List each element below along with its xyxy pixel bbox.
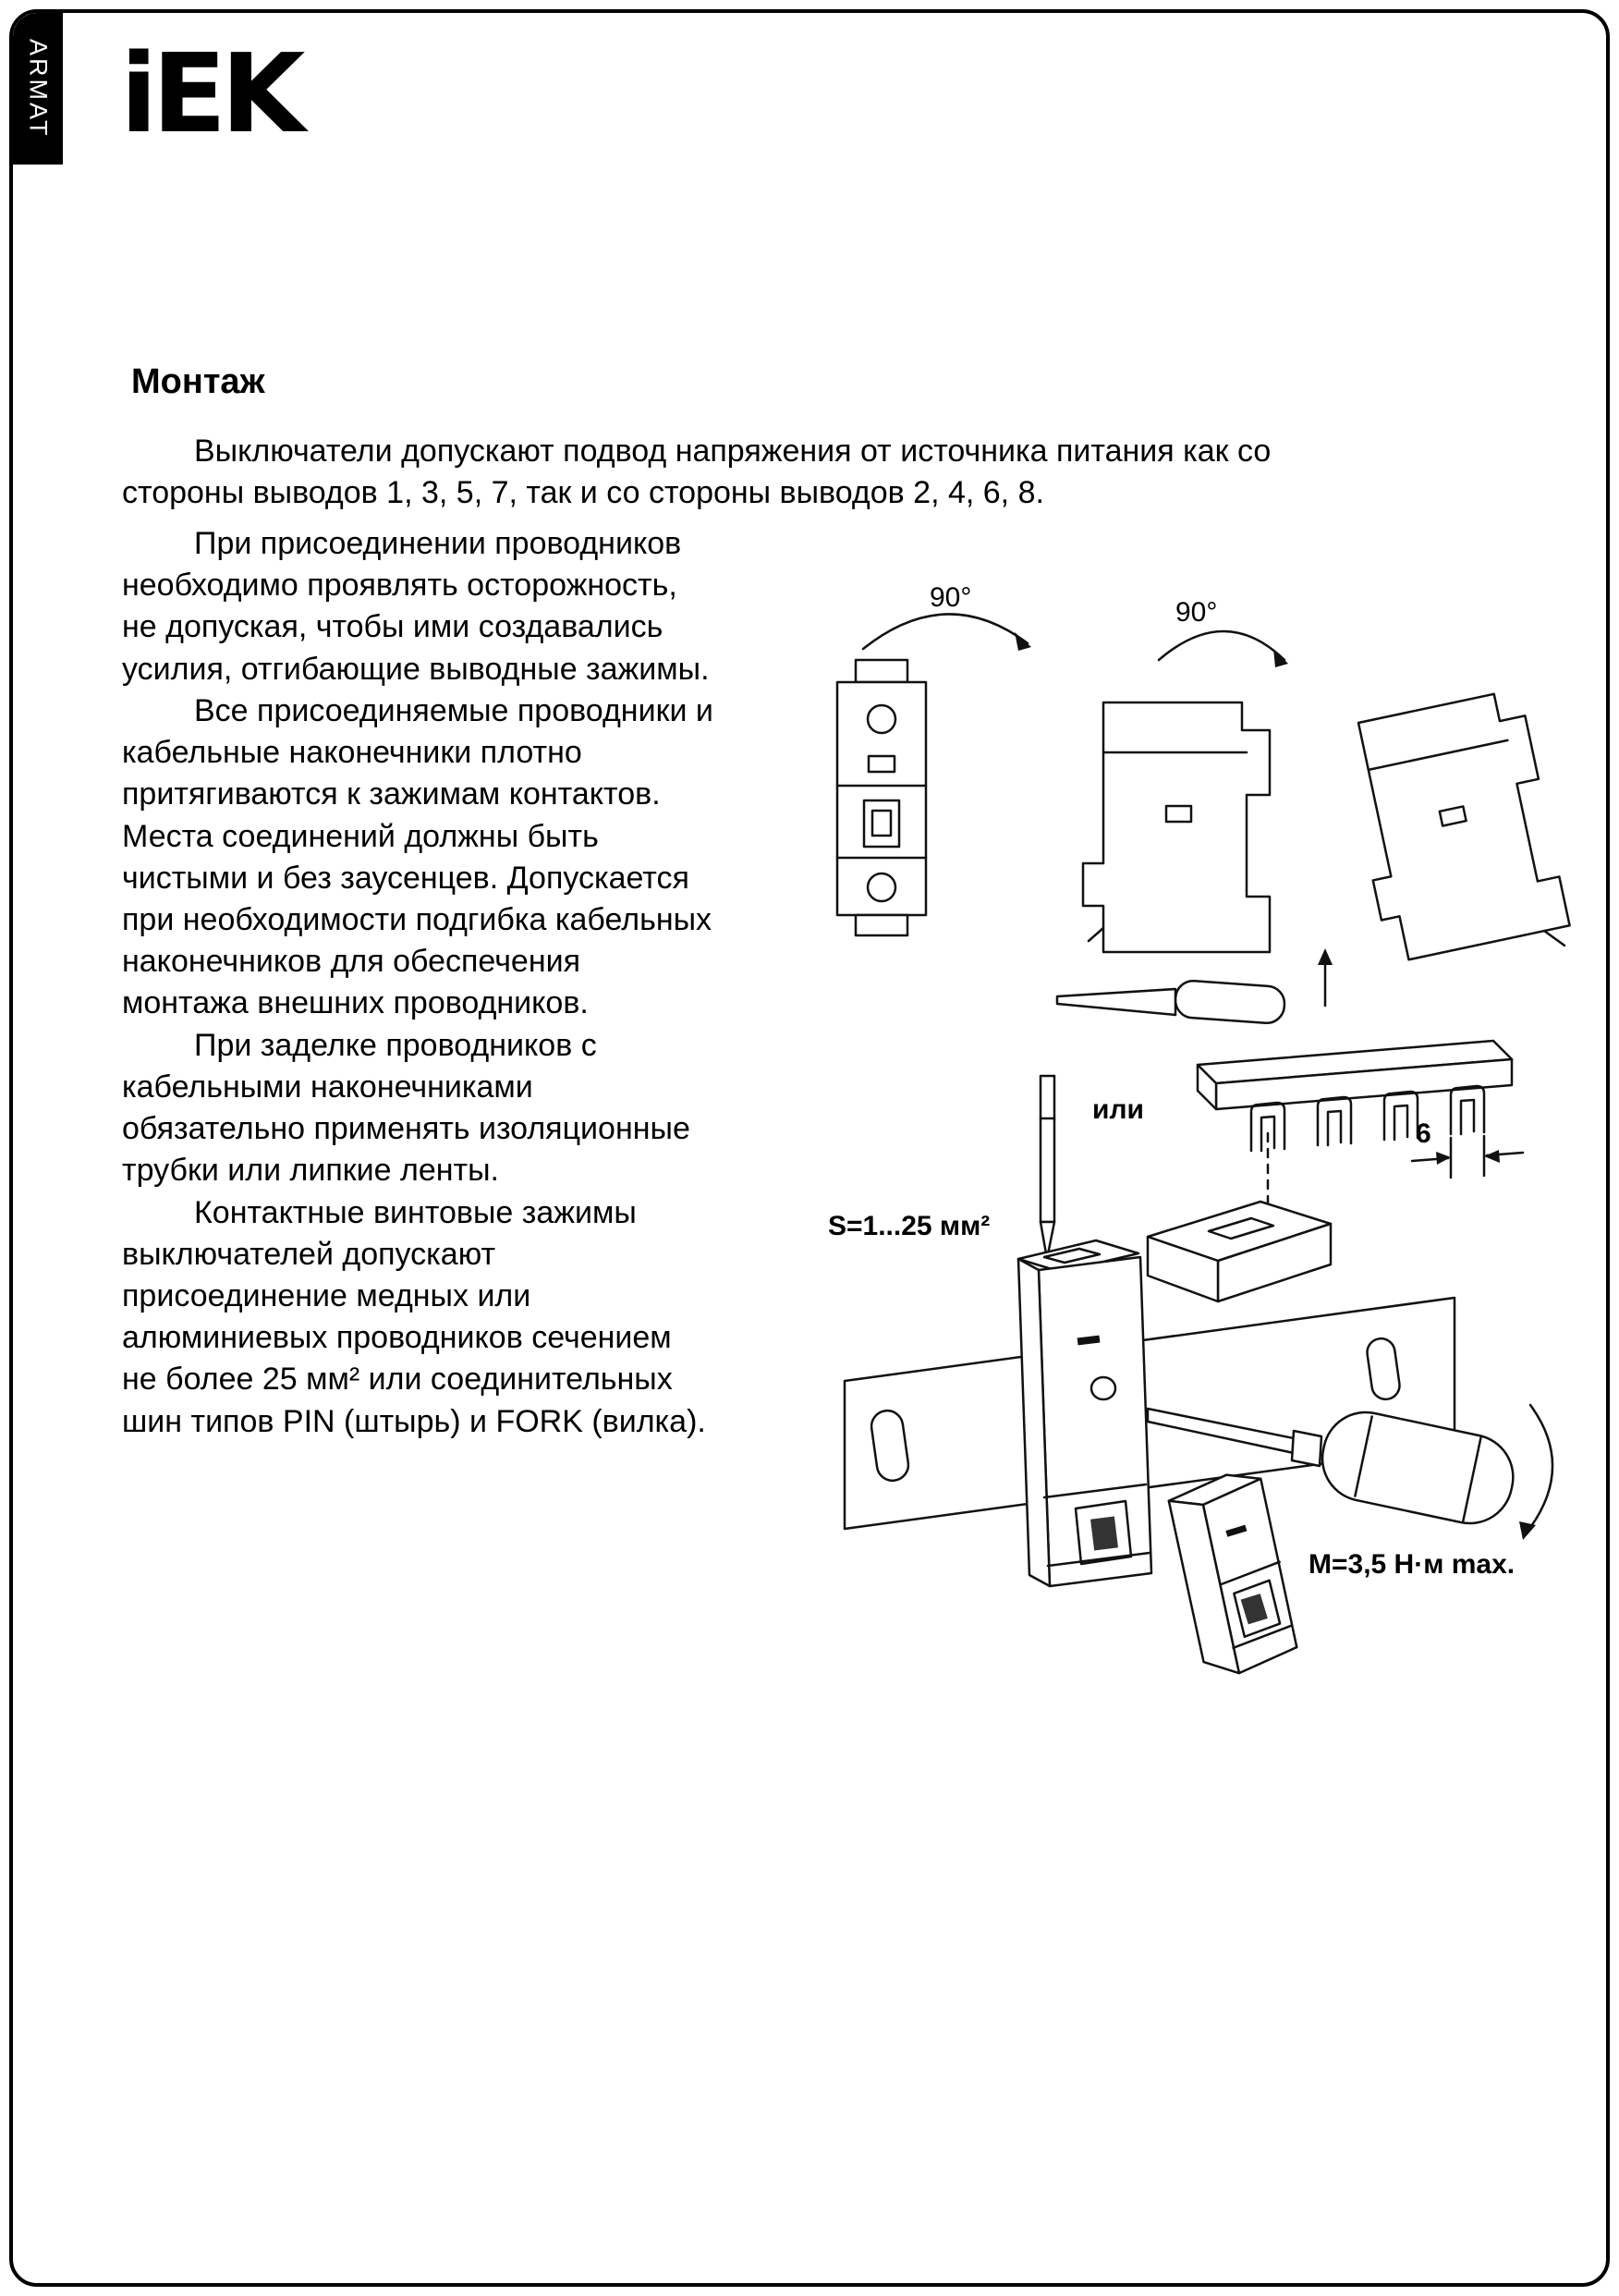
brand-sidebar-label: ARMAT xyxy=(24,39,53,139)
section-title: Монтаж xyxy=(131,362,265,401)
breaker-mounted-drawing xyxy=(1018,1240,1151,1586)
rotation-arc-left xyxy=(863,614,1031,651)
cross-section-label: S=1...25 мм² xyxy=(828,1211,991,1241)
dimension-6-label: 6 xyxy=(1416,1118,1431,1149)
angle-label-left: 90° xyxy=(930,582,972,613)
screwdriver-small-drawing xyxy=(1057,980,1285,1024)
fork-busbar-drawing xyxy=(1198,1041,1512,1151)
rotation-arc-right xyxy=(1159,631,1288,667)
breaker-module-detached-drawing xyxy=(1166,1468,1299,1679)
snap-direction-arrow xyxy=(1318,948,1333,1006)
installation-figure xyxy=(771,531,1610,1732)
document-page xyxy=(9,9,1610,2287)
body-paragraph: Все присоединяемые проводники и кабельные наконечники плотно притягиваются к зажимам контактов. Места соединений должны быть чистыми и без заусенцев. Допускается при необходимости подгибка кабельных наконечников для обеспечения монтажа внешних проводников. xyxy=(122,692,713,1021)
brand-sidebar xyxy=(13,13,63,165)
body-paragraph: При заделке проводников с кабельными наконечниками обязательно применять изоляционные трубки или липкие ленты. xyxy=(122,1027,690,1189)
breaker-front-view-drawing xyxy=(837,660,926,935)
pin-conductor-drawing xyxy=(1041,1076,1054,1259)
breaker-tilted-view-drawing xyxy=(1340,689,1573,982)
terminal-lug-drawing xyxy=(1148,1202,1331,1301)
iek-logo: iEK xyxy=(120,30,300,157)
breaker-side-view-drawing xyxy=(1083,702,1270,952)
body-text-column xyxy=(122,523,713,1443)
torque-label: M=3,5 Н·м max. xyxy=(1309,1549,1516,1580)
angle-label-right: 90° xyxy=(1175,597,1218,628)
body-paragraph: Контактные винтовые зажимы выключателей допускают присоединение медных или алюминиевых проводников сечением не более 25 мм² или соединительных шин типов PIN (штырь) и FORK (вилка). xyxy=(122,1194,706,1439)
body-paragraph: При присоединении проводников необходимо проявлять осторожность, не допуская, чтобы ими создавались усилия, отгибающие выводные зажимы. xyxy=(122,526,710,687)
or-label: или xyxy=(1092,1094,1144,1125)
intro-paragraph: Выключатели допускают подвод напряжения от источника питания как со стороны выводов 1, 3, 5, 7, так и со стороны выводов 2, 4, 6, 8. xyxy=(122,434,1272,511)
